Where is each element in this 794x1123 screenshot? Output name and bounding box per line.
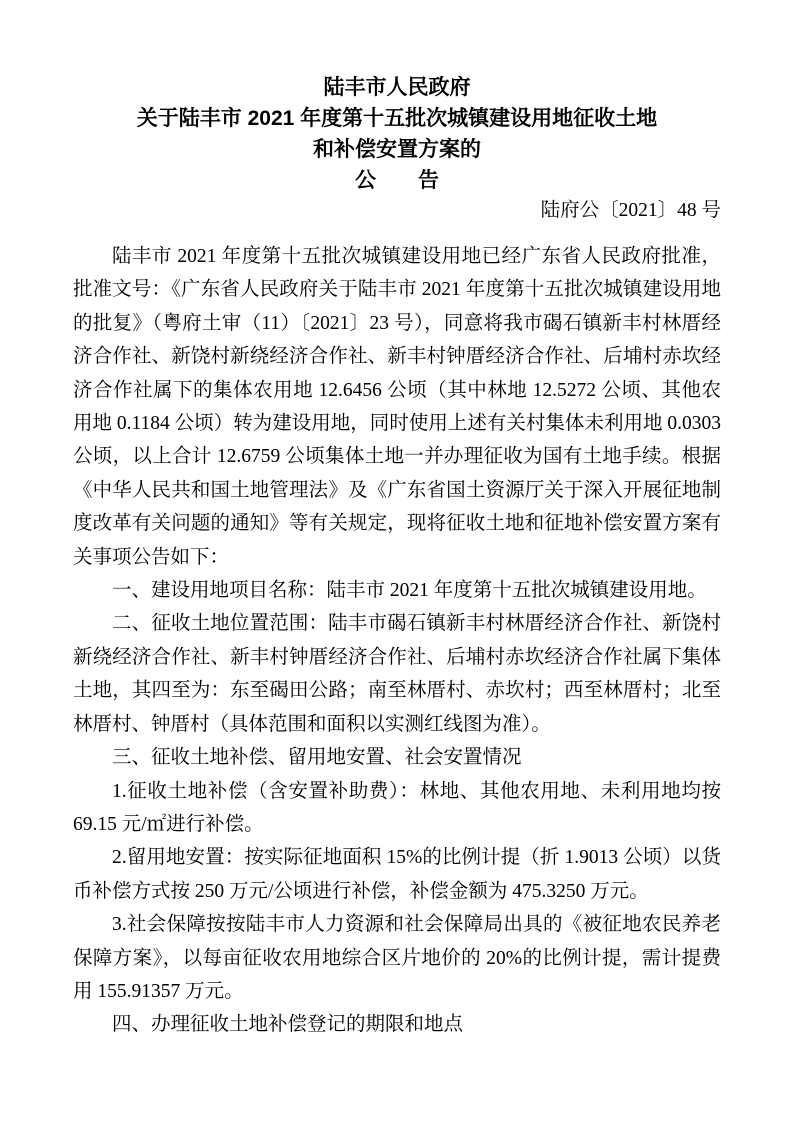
document-title-line-2: 和补偿安置方案的 xyxy=(313,138,481,161)
paragraph: 2.留用地安置：按实际征地面积 15%的比例计提（折 1.9013 公顷）以货币补偿方式按 250 万元/公顷进行补偿，补偿金额为 475.3250 万元。 xyxy=(73,847,721,902)
document-body xyxy=(73,240,721,1042)
document-number: 陆府公〔2021〕48 号 xyxy=(540,200,721,221)
paragraph: 3.社会保障按按陆丰市人力资源和社会保障局出具的《被征地农民养老保障方案》，以每亩征收农用地综合区片地价的 20%的比例计提，需计提费用 155.91357 万元。 xyxy=(73,914,721,1002)
paragraph: 三、征收土地补偿、留用地安置、社会安置情况 xyxy=(112,747,522,769)
announcement-word: 公 告 xyxy=(355,169,439,192)
paragraph: 四、办理征收土地补偿登记的期限和地点 xyxy=(112,1014,464,1036)
paragraph: 陆丰市 2021 年度第十五批次城镇建设用地已经广东省人民政府批准，批准文号：《广东省人民政府关于陆丰市 2021 年度第十五批次城镇建设用地的批复》（粤府土审（11）〔2021〕23 号），同意将我市碣石镇新丰村林厝经济合作社、新饶村新绕经济合作社、新丰村钟厝经济合作社、后埔村赤坎经济合作社属下的集体农用地 12.6456 公顷（其中林地 12.5272 公顷、其他农用地 0.1184 公顷）转为建设用地，同时使用上述有关村集体未利用地 0.0303 公顷，以上合计 12.6759 公顷集体土地一并办理征收为国有土地手续。根据《中华人民共和国土地管理法》及《广东省国土资源厅关于深入开展征地制度改革有关问题的通知》等有关规定，现将征收土地和征地补偿安置方案有关事项公告如下： xyxy=(73,246,721,568)
paragraph: 1.征收土地补偿（含安置补助费）：林地、其他农用地、未利用地均按 69.15 元/㎡进行补偿。 xyxy=(73,780,721,835)
issuer-title: 陆丰市人民政府 xyxy=(323,76,471,99)
document-title-line-1: 关于陆丰市 2021 年度第十五批次城镇建设用地征收土地 xyxy=(136,107,658,130)
paragraph: 一、建设用地项目名称：陆丰市 2021 年度第十五批次城镇建设用地。 xyxy=(112,580,707,602)
document-header xyxy=(73,72,721,226)
paragraph: 二、征收土地位置范围：陆丰市碣石镇新丰村林厝经济合作社、新饶村新绕经济合作社、新丰村钟厝经济合作社、后埔村赤坎经济合作社属下集体土地，其四至为：东至碣田公路；南至林厝村、赤坎村；西至林厝村；北至林厝村、钟厝村（具体范围和面积以实测红线图为准）。 xyxy=(73,613,721,735)
